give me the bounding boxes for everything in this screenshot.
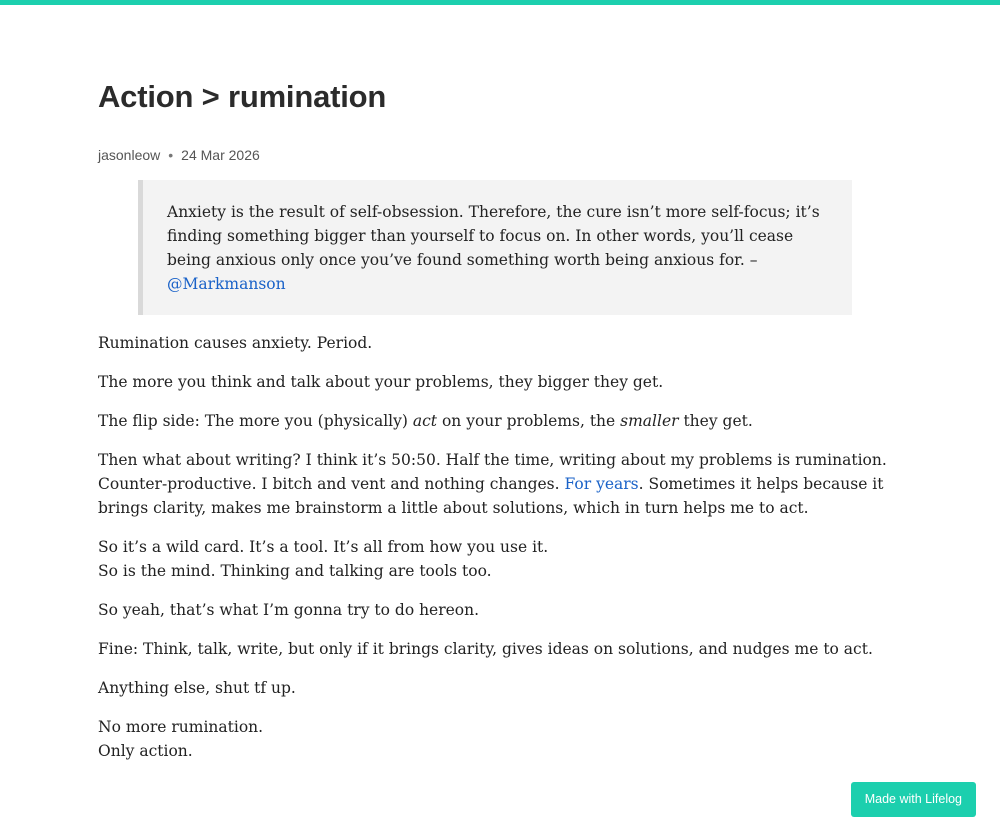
post-date: 24 Mar 2026 (181, 147, 260, 163)
paragraph-3 (98, 409, 892, 433)
paragraph-1: Rumination causes anxiety. Period. (98, 333, 373, 352)
paragraph-8: Anything else, shut tf up. (98, 678, 296, 697)
emphasis-smaller: smaller (620, 411, 679, 430)
made-with-lifelog-button[interactable]: Made with Lifelog (851, 782, 976, 817)
blockquote (138, 180, 852, 315)
post-meta (98, 146, 892, 164)
paragraph-2: The more you think and talk about your problems, they bigger they get. (98, 372, 664, 391)
paragraph-3-text-a: The flip side: The more you (physically) (98, 411, 413, 430)
for-years-link[interactable]: For years (564, 474, 639, 493)
paragraph-9 (98, 715, 892, 763)
paragraph-5-line-2: So is the mind. Thinking and talking are tools too. (98, 561, 492, 580)
quote-author-link[interactable]: @Markmanson (167, 275, 286, 293)
paragraph-3-text-c: they get. (678, 411, 753, 430)
paragraph-6: So yeah, that’s what I’m gonna try to do hereon. (98, 600, 480, 619)
paragraph-7: Fine: Think, talk, write, but only if it brings clarity, gives ideas on solutions, and nudges me to act. (98, 639, 873, 658)
post-title: Action > rumination (98, 79, 387, 114)
paragraph-9-line-1: No more rumination. (98, 717, 264, 736)
paragraph-3-text-b: on your problems, the (437, 411, 621, 430)
meta-separator: • (168, 147, 174, 163)
paragraph-5 (98, 535, 892, 583)
quote-text: Anxiety is the result of self-obsession. Therefore, the cure isn’t more self-focus; it’s finding something bigger than yourself to focus on. In other words, you’ll cease being anxious only once you’ve found something worth being anxious for. – (167, 203, 820, 269)
top-accent-bar (0, 0, 1000, 5)
author-name[interactable]: jasonleow (98, 147, 161, 163)
paragraph-5-line-1: So it’s a wild card. It’s a tool. It’s all from how you use it. (98, 537, 549, 556)
emphasis-act: act (412, 411, 438, 430)
paragraph-4 (98, 448, 892, 520)
post-body (98, 331, 892, 763)
paragraph-4-text-b: . Sometimes it helps because it brings clarity, makes me brainstorm a little about solutions, which in turn helps me to act. (98, 474, 884, 517)
article (98, 78, 892, 763)
paragraph-9-line-2: Only action. (98, 741, 193, 760)
paragraph-4-text-a: Then what about writing? I think it’s 50:50. Half the time, writing about my problems is rumination. Counter-productive. I bitch and vent and nothing changes. (98, 450, 887, 493)
